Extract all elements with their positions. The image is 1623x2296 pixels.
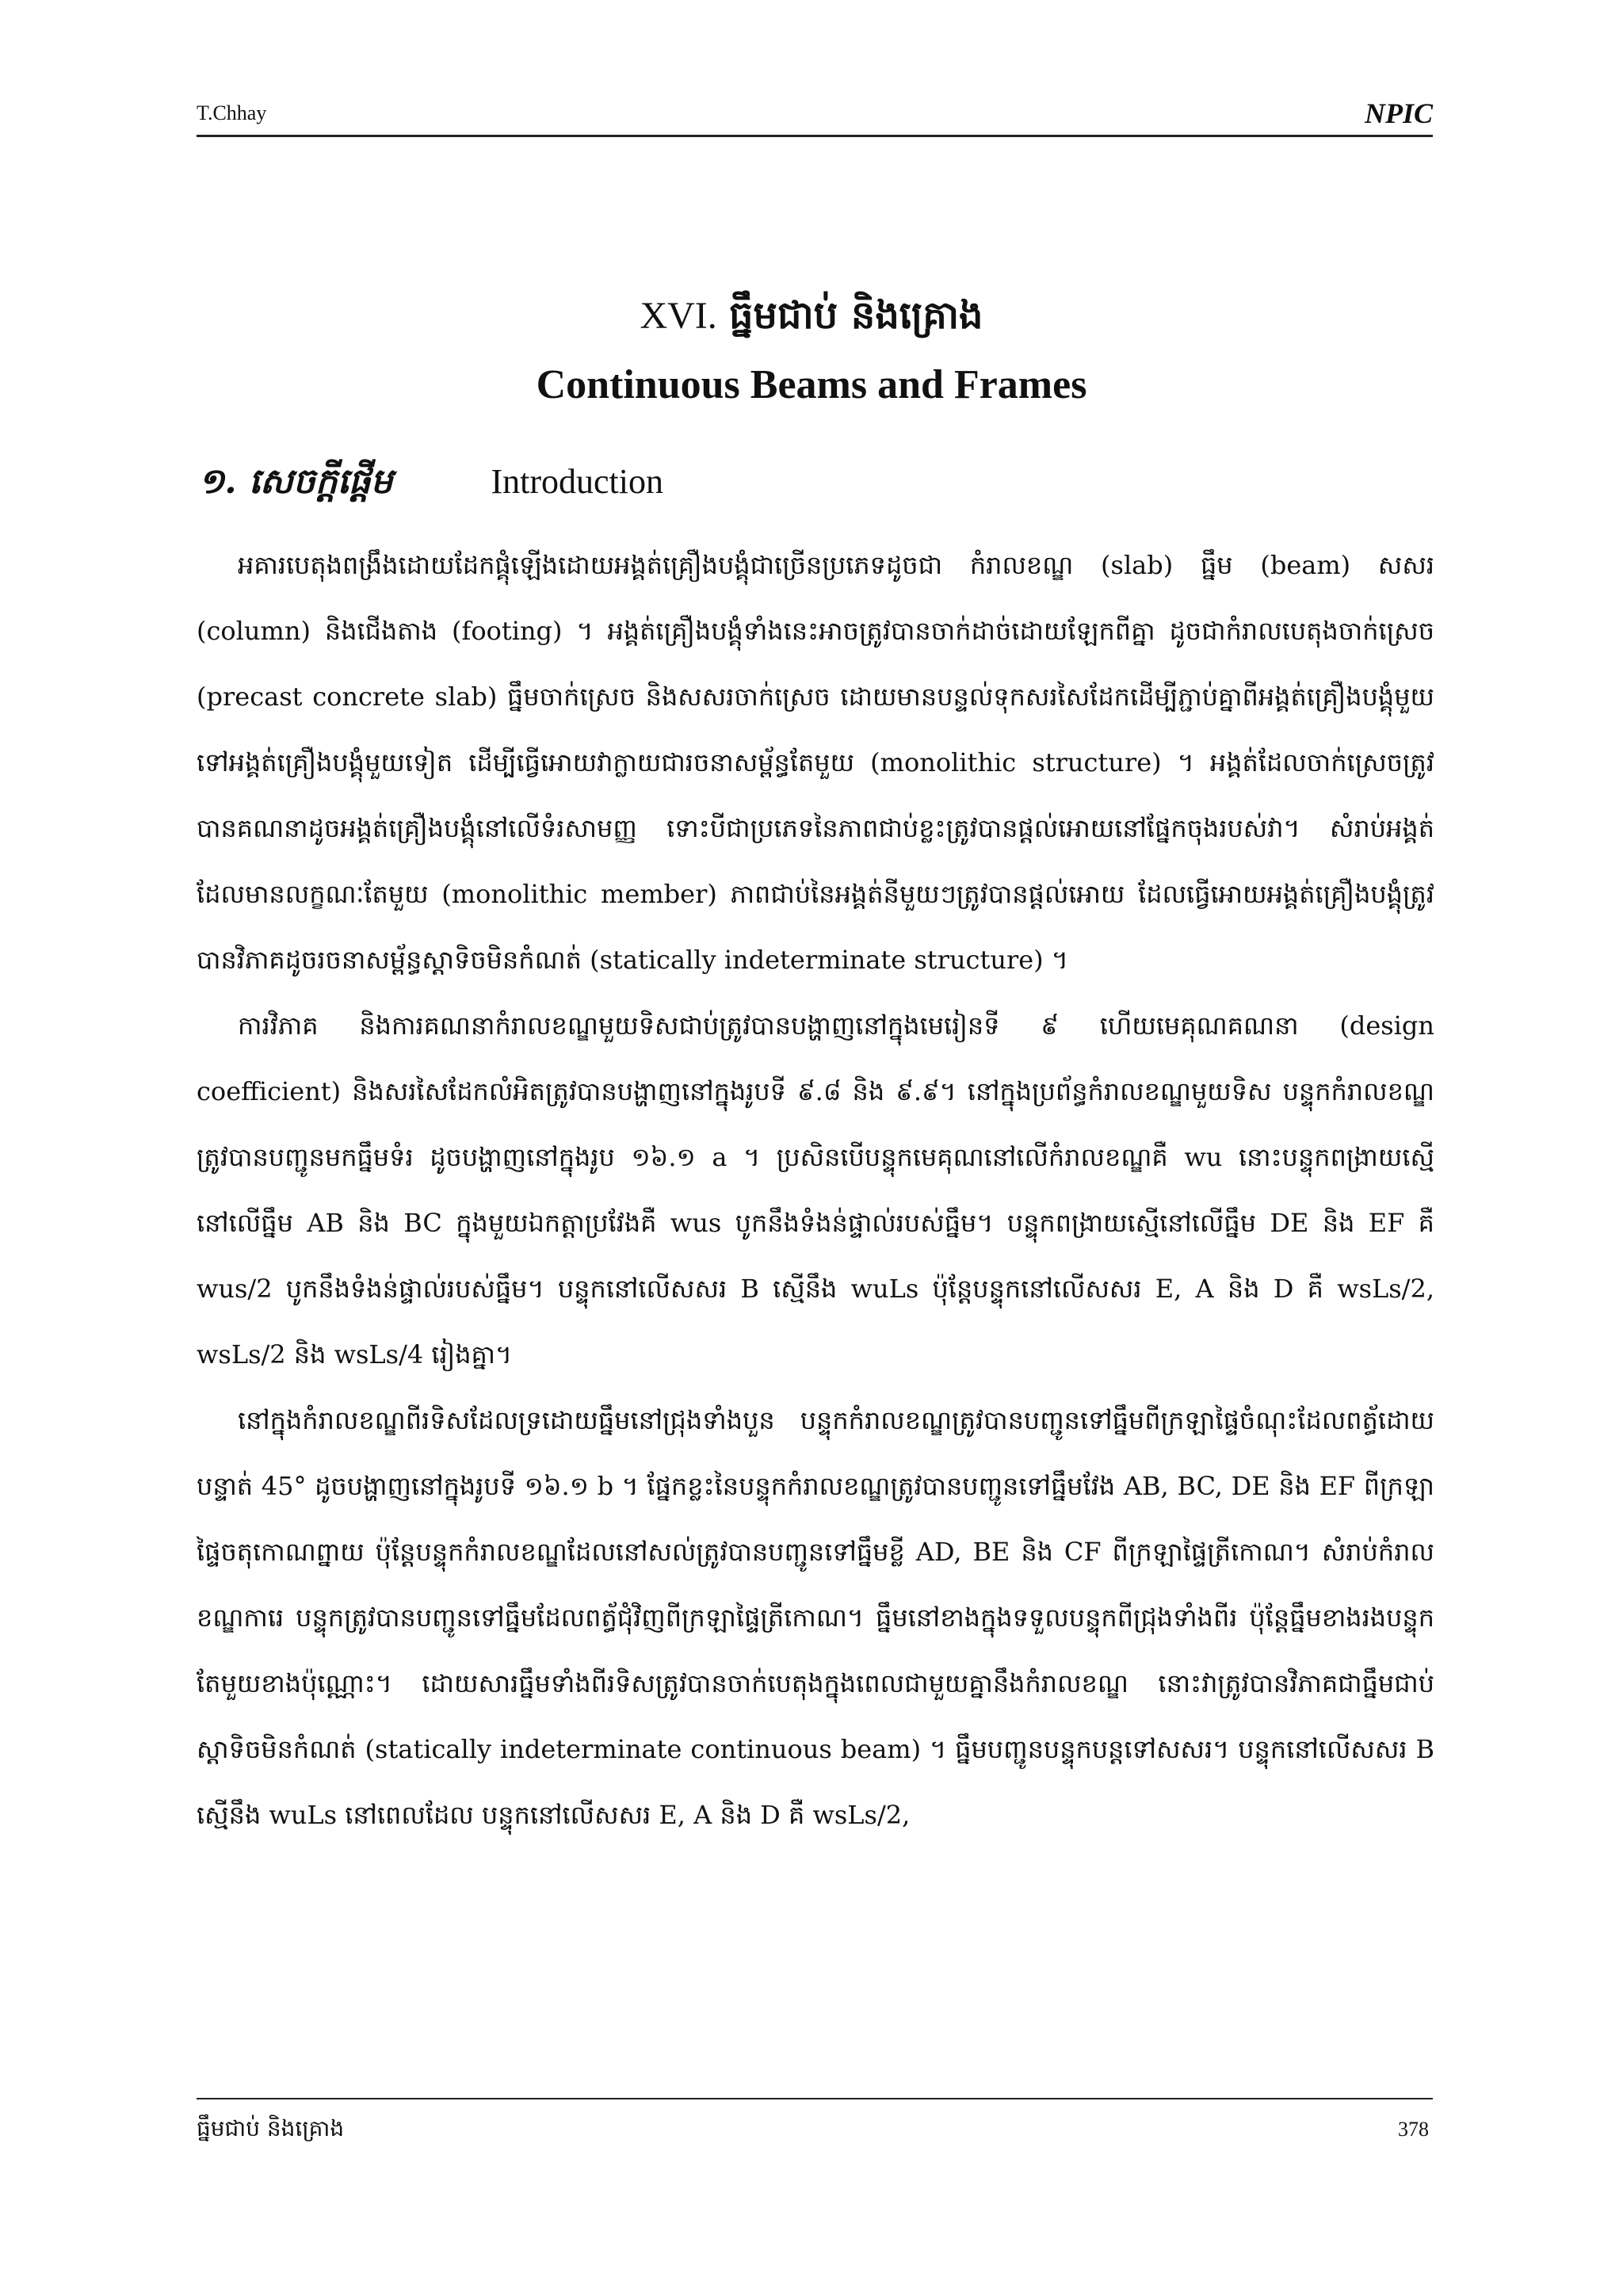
footer-divider — [197, 2098, 1433, 2099]
section-title-english: Introduction — [491, 462, 663, 501]
paragraph-2: ការវិភាគ និងការគណនាកំរាលខណ្ឌមួយទិសជាប់ត្រូវបានបង្ហាញនៅក្នុងមេរៀនទី ៩ ហើយមេគុណគណនា (design coefficient) និងសរសៃដែកលំអិតត្រូវបានបង្ហាញនៅក្នុងរូបទី ៩.៨ និង ៩.៩។ នៅក្នុងប្រព័ន្ធកំរាលខណ្ឌមួយទិស បន្ទុកកំរាលខណ្ឌត្រូវបានបញ្ជូនមកធ្នឹមទំរ ដូចបង្ហាញនៅក្នុងរូប ១៦.១ a ។ ប្រសិនបើបន្ទុកមេគុណនៅលើកំរាលខណ្ឌគឺ wu នោះបន្ទុកពង្រាយស្មើនៅលើធ្នឹម AB និង BC ក្នុងមួយឯកត្តាប្រវែងគឺ wus បូកនឹងទំងន់ផ្ទាល់របស់ធ្នឹម។ បន្ទុកពង្រាយស្មើនៅលើធ្នឹម DE និង EF គឺ wus/2 បូកនឹងទំងន់ផ្ទាល់របស់ធ្នឹម។ បន្ទុកនៅលើសសរ B ស្មើនឹង wuLs ប៉ុន្តែបន្ទុកនៅលើសសរ E, A និង D គឺ wsLs/2, wsLs/2 និង wsLs/4 រៀងគ្នា។ — [197, 1010, 1434, 1370]
header-divider — [197, 135, 1433, 137]
paragraph-1: អគារបេតុងពង្រឹងដោយដែកផ្គុំឡើងដោយអង្គត់គ្រឿងបង្គុំជាច្រើនប្រភេទដូចជា កំរាលខណ្ឌ (slab) ធ្នឹម (beam) សសរ (column) និងជើងតាង (footing) ។ អង្គត់គ្រឿងបង្គុំទាំងនេះអាចត្រូវបានចាក់ដាច់ដោយឡែកពីគ្នា ដូចជាកំរាលបេតុងចាក់ស្រេច (precast concrete slab) ធ្នឹមចាក់ស្រេច និងសសរចាក់ស្រេច ដោយមានបន្ទល់ទុកសរសៃដែកដើម្បីភ្ជាប់គ្នាពីអង្គត់គ្រឿងបង្គុំមួយទៅអង្គត់គ្រឿងបង្គុំមួយទៀត ដើម្បីធ្វើអោយវាក្លាយជារចនាសម្ព័ន្ធតែមួយ (monolithic structure) ។ អង្គត់ដែលចាក់ស្រេចត្រូវបានគណនាដូចអង្គត់គ្រឿងបង្គុំនៅលើទំរសាមញ្ញ ទោះបីជាប្រភេទនៃភាពជាប់ខ្លះត្រូវបានផ្តល់អោយនៅផ្នែកចុងរបស់វា។ សំរាប់អង្គត់ដែលមានលក្ខណៈតែមួយ (monolithic member) ភាពជាប់នៃអង្គត់នីមួយៗត្រូវបានផ្តល់អោយ ដែលធ្វើអោយអង្គត់គ្រឿងបង្គុំត្រូវបានវិភាគដូចរចនាសម្ព័ន្ធស្តាទិចមិនកំណត់ (statically indeterminate structure) ។ — [197, 550, 1434, 975]
paragraph-3: នៅក្នុងកំរាលខណ្ឌពីរទិសដែលទ្រដោយធ្នឹមនៅជ្រុងទាំងបួន បន្ទុកកំរាលខណ្ឌត្រូវបានបញ្ជូនទៅធ្នឹមពីក្រឡាផ្ទៃចំណុះដែលពត្ធ័ដោយបន្ទាត់ 45° ដូចបង្ហាញនៅក្នុងរូបទី ១៦.១ b ។ ផ្នែកខ្លះនៃបន្ទុកកំរាលខណ្ឌត្រូវបានបញ្ជូនទៅធ្នឹមវែង AB, BC, DE និង EF ពីក្រឡាផ្ទៃចតុកោណព្នាយ ប៉ុន្តែបន្ទុកកំរាលខណ្ឌដែលនៅសល់ត្រូវបានបញ្ជូនទៅធ្នឹមខ្លី AD, BE និង CF ពីក្រឡាផ្ទៃត្រីកោណ។ សំរាប់កំរាលខណ្ឌការេ បន្ទុកត្រូវបានបញ្ជូនទៅធ្នឹមដែលពត្ធ័ជុំវិញពីក្រឡាផ្ទៃត្រីកោណ។ ធ្នឹមនៅខាងក្នុងទទួលបន្ទុកពីជ្រុងទាំងពីរ ប៉ុន្តែធ្នឹមខាងរងបន្ទុកតែមួយខាងប៉ុណ្ណោះ។ ដោយសារធ្នឹមទាំងពីរទិសត្រូវបានចាក់បេតុងក្នុងពេលជាមួយគ្នានឹងកំរាលខណ្ឌ នោះវាត្រូវបានវិភាគជាធ្នឹមជាប់ស្តាទិចមិនកំណត់ (statically indeterminate continuous beam) ។ ធ្នឹមបញ្ជូនបន្ទុកបន្តទៅសសរ។ បន្ទុកនៅលើសសរ B ស្មើនឹង wuLs នៅពេលដែល បន្ទុកនៅលើសសរ E, A និង D គឺ wsLs/2, — [197, 1405, 1434, 1830]
body-text — [197, 533, 1434, 1848]
chapter-heading — [0, 292, 1623, 347]
section-heading — [198, 460, 663, 510]
page-number: 378 — [1398, 2118, 1429, 2141]
footer-chapter-title: ធ្នឹមជាប់ និងគ្រោង — [197, 2115, 345, 2141]
chapter-title-khmer: ធ្នឹមជាប់ និងគ្រោង — [729, 293, 983, 338]
header-author: T.Chhay — [197, 101, 267, 124]
header-publisher: NPIC — [1364, 97, 1433, 129]
chapter-number: XVI. — [640, 295, 717, 337]
chapter-title-english: Continuous Beams and Frames — [536, 362, 1087, 407]
section-title-khmer: ១. សេចក្តីផ្តើម — [198, 461, 393, 502]
